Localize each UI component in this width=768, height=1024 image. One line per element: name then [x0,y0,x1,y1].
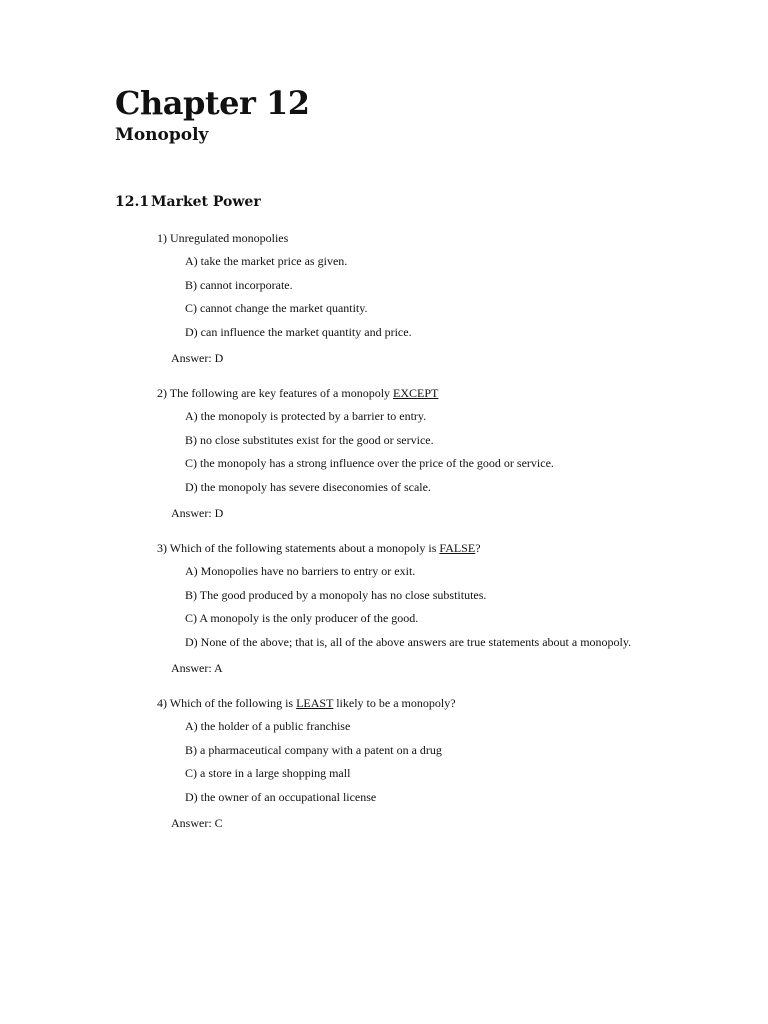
answer-line: Answer: A [171,661,223,675]
stem-text: 1) Unregulated monopolies [157,231,289,245]
option-c: C) cannot change the market quantity. [185,301,368,315]
question-stem [157,696,456,711]
question-stem [157,541,481,556]
option-d: D) the owner of an occupational license [185,790,377,804]
section-heading [115,194,261,210]
option-b: B) a pharmaceutical company with a patent on a drug [185,743,442,757]
option-a: A) the holder of a public franchise [185,719,351,733]
stem-text-end: likely to be a monopoly? [333,696,456,710]
option-c: C) a store in a large shopping mall [185,766,351,780]
option-b: B) cannot incorporate. [185,278,293,292]
option-a: A) the monopoly is protected by a barrier to entry. [185,409,427,423]
question-stem [157,231,288,246]
stem-emphasis: LEAST [296,696,334,710]
section-title: Market Power [151,194,261,210]
stem-emphasis: FALSE [439,541,476,555]
section-number: 12.1 [115,194,150,210]
chapter-subtitle: Monopoly [115,125,209,145]
stem-text-end: ? [475,541,481,555]
question-stem [157,386,438,401]
answer-line: Answer: D [171,351,224,365]
stem-text: 2) The following are key features of a monopoly [157,386,394,400]
option-b: B) no close substitutes exist for the good or service. [185,433,434,447]
option-c: C) the monopoly has a strong influence over the price of the good or service. [185,456,554,470]
option-d: D) None of the above; that is, all of the above answers are true statements about a monopoly. [185,635,632,649]
answer-line: Answer: C [171,816,223,830]
option-a: A) take the market price as given. [185,254,348,268]
option-a: A) Monopolies have no barriers to entry or exit. [185,564,416,578]
stem-text: 3) Which of the following statements about a monopoly is [157,541,440,555]
answer-line: Answer: D [171,506,224,520]
stem-emphasis: EXCEPT [393,386,439,400]
option-c: C) A monopoly is the only producer of the good. [185,611,419,625]
chapter-title: Chapter 12 [115,84,310,122]
stem-text: 4) Which of the following is [157,696,297,710]
option-d: D) the monopoly has severe diseconomies of scale. [185,480,431,494]
option-d: D) can influence the market quantity and price. [185,325,412,339]
option-b: B) The good produced by a monopoly has no close substitutes. [185,588,487,602]
